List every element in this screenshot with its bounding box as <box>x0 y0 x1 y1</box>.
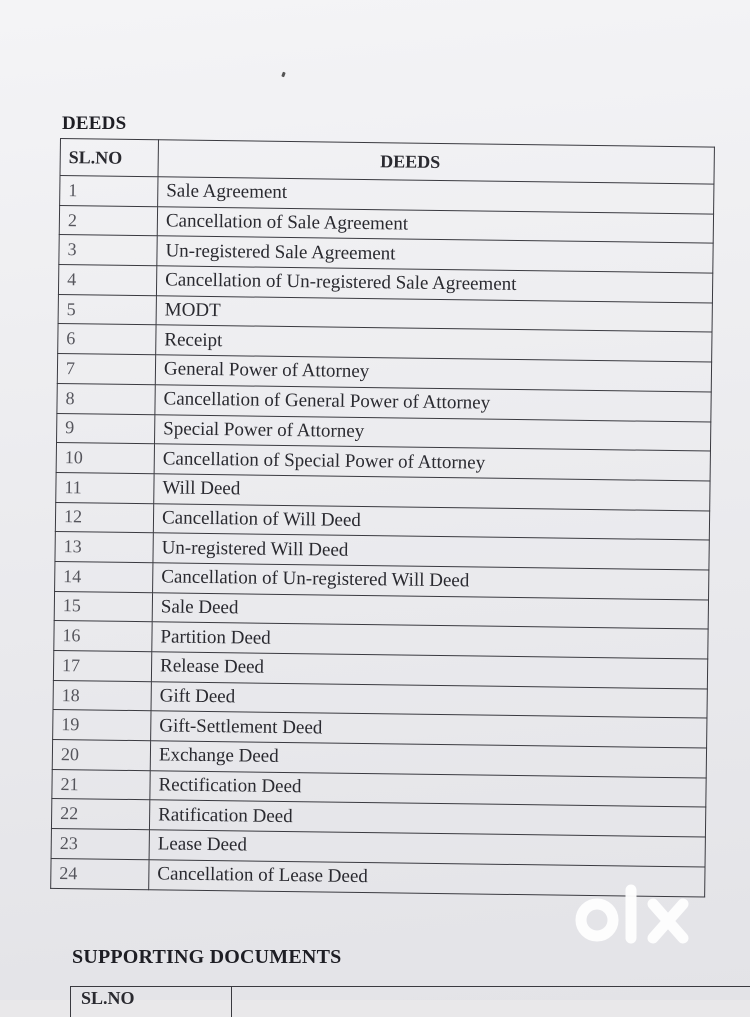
row-serial-number: 13 <box>55 532 153 563</box>
row-deed-name: Exchange Deed <box>150 741 706 778</box>
row-serial-number: 6 <box>58 324 156 355</box>
olx-watermark-logo <box>575 880 715 960</box>
row-serial-number: 17 <box>53 650 151 681</box>
row-deed-name: Will Deed <box>154 474 710 511</box>
column-header-sl-no: SL.NO <box>81 988 135 1008</box>
row-deed-name: Release Deed <box>151 652 707 689</box>
row-serial-number: 9 <box>57 413 155 444</box>
row-serial-number: 20 <box>52 740 150 771</box>
row-serial-number: 12 <box>55 502 153 533</box>
row-deed-name: Partition Deed <box>152 622 708 659</box>
row-serial-number: 23 <box>51 829 149 860</box>
row-deed-name: Gift Deed <box>151 681 707 718</box>
supporting-documents-table <box>70 986 750 1017</box>
row-serial-number: 22 <box>51 799 149 830</box>
row-deed-name: Cancellation of Sale Agreement <box>157 206 713 243</box>
row-deed-name: Cancellation of Lease Deed <box>149 860 705 897</box>
row-deed-name: Sale Deed <box>152 592 708 629</box>
row-serial-number: 18 <box>53 680 151 711</box>
row-serial-number: 16 <box>54 621 152 652</box>
row-deed-name: Rectification Deed <box>150 770 706 807</box>
row-deed-name: Cancellation of Will Deed <box>153 503 709 540</box>
row-deed-name: Cancellation of Un-registered Will Deed <box>153 563 709 600</box>
row-serial-number: 7 <box>57 354 155 385</box>
row-serial-number: 2 <box>59 205 157 236</box>
row-serial-number: 19 <box>53 710 151 741</box>
row-serial-number: 1 <box>60 176 158 207</box>
column-header-sl-no: SL.NO <box>60 139 158 177</box>
row-serial-number: 4 <box>58 265 156 296</box>
row-deed-name: General Power of Attorney <box>155 355 711 392</box>
row-serial-number: 21 <box>52 769 150 800</box>
row-serial-number: 11 <box>56 472 154 503</box>
row-serial-number: 10 <box>56 443 154 474</box>
row-serial-number: 3 <box>59 235 157 266</box>
deeds-table-body <box>51 176 714 897</box>
row-deed-name: Un-registered Will Deed <box>153 533 709 570</box>
row-deed-name: Cancellation of Un-registered Sale Agreement <box>156 266 712 303</box>
row-deed-name: Cancellation of Special Power of Attorney <box>154 444 710 481</box>
row-deed-name: Ratification Deed <box>149 800 705 837</box>
row-serial-number: 15 <box>54 591 152 622</box>
row-deed-name: Gift-Settlement Deed <box>151 711 707 748</box>
row-deed-name: Receipt <box>156 325 712 362</box>
row-deed-name: Cancellation of General Power of Attorney <box>155 385 711 422</box>
deeds-section-heading: DEEDS <box>62 113 127 134</box>
row-serial-number: 8 <box>57 383 155 414</box>
row-deed-name: Special Power of Attorney <box>155 414 711 451</box>
row-serial-number: 5 <box>58 294 156 325</box>
row-deed-name: Un-registered Sale Agreement <box>157 236 713 273</box>
row-deed-name: MODT <box>156 296 712 333</box>
row-deed-name: Sale Agreement <box>158 177 714 214</box>
deeds-table-wrapper <box>50 138 715 897</box>
column-header-deeds: DEEDS <box>158 140 714 184</box>
olx-letter-o <box>581 904 613 936</box>
column-divider <box>231 987 232 1017</box>
row-deed-name: Lease Deed <box>149 830 705 867</box>
row-serial-number: 14 <box>55 561 153 592</box>
supporting-documents-heading: SUPPORTING DOCUMENTS <box>72 946 342 968</box>
row-serial-number: 24 <box>51 858 149 889</box>
deeds-table <box>50 138 715 897</box>
